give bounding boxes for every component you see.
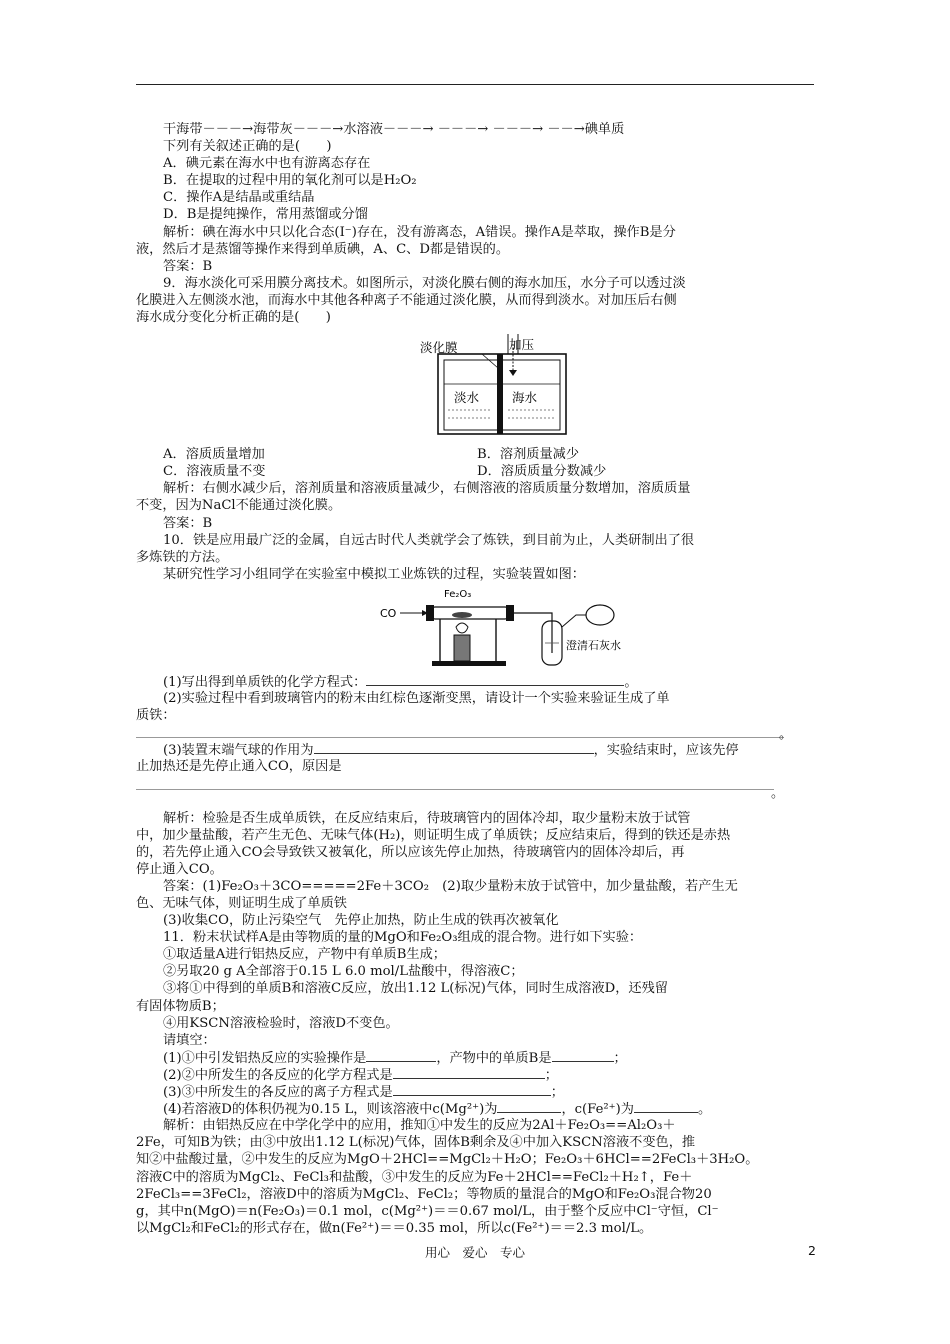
- q10-answer-cont: 色、无味气体，则证明生成了单质铁: [136, 896, 347, 911]
- q10-part1-text: (1)写出得到单质铁的化学方程式：: [163, 674, 367, 690]
- q11-fill2-text: (2)②中所发生的各反应的化学方程式是: [163, 1067, 393, 1083]
- q11-stem: 11．粉末状试样A是由等物质的量的MgO和Fe₂O₃组成的混合物。进行如下实验：: [163, 930, 643, 946]
- q11-analysis-cont6: 以MgCl₂和FeCl₂的形式存在，做n(Fe²⁺)＝＝0.35 mol，所以c(Fe²⁺)＝＝2.3 mol/L。: [136, 1220, 653, 1236]
- q10-part3-cont: 止加热还是先停止通入CO，原因是: [136, 759, 342, 775]
- q11-analysis-cont2: 知②中盐酸过量，②中发生的反应为MgO＋2HCl==MgCl₂＋H₂O；Fe₂O₃＋6HCl==2FeCl₃＋3H₂O。: [136, 1152, 759, 1168]
- q11-fill4-text: (4)若溶液D的体积仍视为0.15 L，则该溶液中c(Mg²⁺)为: [163, 1102, 498, 1118]
- q9-figure: [136, 326, 814, 446]
- q10-part3-blank2: [136, 775, 814, 802]
- q9-option-a: A．溶质质量增加: [163, 447, 265, 463]
- q9-stem-cont: 化膜进入左侧淡水池，而海水中其他各种离子不能通过淡化膜，从而得到淡水。对加压后右侧: [136, 292, 677, 308]
- q11-step1: ①取适量A进行铝热反应，产物中有单质B生成；: [163, 947, 446, 963]
- limewater-label: 澄清石灰水: [566, 638, 621, 652]
- q8-answer: 答案：B: [163, 258, 213, 274]
- q11-fill4-blank2: [634, 1100, 698, 1113]
- q11-analysis-cont3: 溶液C中的溶质为MgCl₂、FeCl₃和盐酸，③中发生的反应为Fe＋2HCl==FeCl₂＋H₂↑，Fe＋: [136, 1169, 693, 1185]
- q9-option-b: B．溶剂质量减少: [477, 447, 580, 463]
- membrane-label: 淡化膜: [420, 340, 458, 356]
- fe2o3-label: Fe₂O₃: [444, 588, 472, 600]
- q11-fill2-blank: [393, 1066, 545, 1079]
- q11-fill4-text2: ，c(Fe²⁺)为: [561, 1102, 634, 1118]
- q11-step3: ③将①中得到的单质B和溶液C反应，放出1.12 L(标况)气体，同时生成溶液D，还残留: [163, 981, 668, 997]
- iron-smelting-apparatus: [136, 583, 814, 673]
- q10-analysis-cont1: 中，加少量盐酸，若产生无色、无味气体(H₂)，则证明生成了单质铁；反应结束后，得到的铁还是赤热: [136, 827, 731, 843]
- q10-part1-blank: [366, 673, 624, 686]
- header-rule: [136, 84, 814, 85]
- q11-analysis-cont5: g，其中n(MgO)＝n(Fe₂O₃)＝0.1 mol，c(Mg²⁺)＝＝0.67 mol/L，由于整个反应中Cl⁻守恒，Cl⁻: [136, 1203, 719, 1219]
- q10-answer-part3: (3)收集CO，防止污染空气 先停止加热，防止生成的铁再次被氧化: [163, 913, 559, 929]
- q11-fill3: [136, 1083, 814, 1100]
- q10-part3-text: (3)装置末端气球的作用为: [163, 743, 314, 759]
- q11-fill4-blank1: [497, 1100, 561, 1113]
- q10-part3-blank: [314, 741, 594, 754]
- q10-part2: (2)实验过程中看到玻璃管内的粉末由红棕色逐渐变黑，请设计一个实验来验证生成了单: [163, 690, 670, 706]
- q8-stem: 下列有关叙述正确的是( ): [163, 139, 332, 155]
- page-footer-motto: 用心 爱心 专心: [424, 1245, 525, 1260]
- q10-stem-cont: 多炼铁的方法。: [136, 549, 229, 565]
- q11-analysis: 解析：由铝热反应在中学化学中的应用，推知①中发生的反应为2Al＋Fe₂O₃==Al₂O₃＋: [163, 1118, 676, 1134]
- q11-fill1-blank1: [366, 1049, 436, 1062]
- q11-fill1-text2: ，产物中的单质B是: [436, 1050, 552, 1066]
- q10-part3: [136, 741, 814, 758]
- q8-analysis-cont: 液，然后才是蒸馏等操作来得到单质碘，A、C、D都是错误的。: [136, 241, 510, 257]
- q10-analysis-cont3: 停止通入CO。: [136, 861, 223, 877]
- q11-fill4-period: 。: [697, 1102, 712, 1118]
- spacer: [136, 793, 814, 810]
- q10-part2-blank: [136, 724, 814, 741]
- q9-answer: 答案：B: [163, 515, 213, 531]
- q8-option-d: D．B是提纯操作，常用蒸馏或分馏: [163, 207, 368, 223]
- q9-options-row1: [136, 446, 814, 463]
- q11-fill1-blank2: [552, 1049, 614, 1062]
- co-label: CO: [380, 606, 397, 620]
- q9-stem-cont2: 海水成分变化分析正确的是( ): [136, 310, 331, 326]
- q10-part2-cont: 质铁：: [136, 708, 176, 724]
- q11-step3-cont: 有固体物质B；: [136, 998, 225, 1014]
- q11-fill4: [136, 1100, 814, 1117]
- q11-analysis-cont4: 2FeCl₃==3FeCl₂，溶液D中的溶质为MgCl₂、FeCl₂；等物质的量混合的MgO和Fe₂O₃混合物20: [136, 1186, 712, 1202]
- q10-stem-setup: 某研究性学习小组同学在实验室中模拟工业炼铁的过程，实验装置如图：: [163, 566, 585, 582]
- q11-fill2: [136, 1066, 814, 1083]
- q8-flow: 干海带－－－→海带灰－－－→水溶液－－－→ －－－→ －－－→ －－→碘单质: [163, 122, 625, 137]
- blank-period: 。: [778, 727, 792, 743]
- q11-fill3-blank: [393, 1083, 551, 1096]
- q11-fill1: [136, 1049, 814, 1066]
- q11-fill-prompt: 请填空：: [163, 1032, 216, 1048]
- page-content: [136, 121, 814, 1237]
- q8-analysis: 解析：碘在海水中只以化合态(I⁻)存在，没有游离态，A错误。操作A是萃取，操作B是分: [163, 224, 676, 240]
- q11-analysis-cont1: 2Fe，可知B为铁；由③中放出1.12 L(标况)气体，固体B剩余及④中加入KSCN溶液不变色，推: [136, 1135, 696, 1151]
- q10-figure: [136, 583, 814, 673]
- q10-part1-period: 。: [624, 674, 638, 690]
- q10-answer: 答案：(1)Fe₂O₃＋3CO=====2Fe＋3CO₂ (2)取少量粉末放于试管中，加少量盐酸，若产生无: [163, 878, 738, 894]
- q10-part3-tail: ，实验结束时，应该先停: [593, 743, 739, 759]
- q9-analysis-cont: 不变，因为NaCl不能通过淡化膜。: [136, 498, 342, 514]
- fresh-water-label: 淡水: [454, 390, 480, 406]
- q11-step4: ④用KSCN溶液检验时，溶液D不变色。: [163, 1015, 399, 1031]
- answer-blank-line: [136, 789, 774, 790]
- blank-period: 。: [770, 786, 784, 802]
- sea-water-label: 海水: [512, 390, 538, 406]
- q9-options-row2: [136, 463, 814, 480]
- q11-fill3-text: (3)③中所发生的各反应的离子方程式是: [163, 1085, 393, 1101]
- q10-analysis: 解析：检验是否生成单质铁，在反应结束后，待玻璃管内的固体冷却，取少量粉末放于试管: [163, 810, 691, 826]
- q9-option-c: C．溶液质量不变: [163, 464, 266, 480]
- q8-option-b: B．在提取的过程中用的氧化剂可以是H₂O₂: [163, 173, 417, 189]
- q8-option-a: A．碘元素在海水中也有游离态存在: [163, 156, 371, 172]
- q10-stem: 10．铁是应用最广泛的金属，自远古时代人类就学会了炼铁，到目前为止，人类研制出了很: [163, 532, 695, 548]
- q9-option-d: D．溶质质量分数减少: [477, 464, 607, 480]
- pressure-label: 加压: [509, 337, 535, 353]
- page-number: 2: [808, 1243, 816, 1258]
- q9-stem: 9．海水淡化可采用膜分离技术。如图所示，对淡化膜右侧的海水加压，水分子可以透过淡: [163, 275, 686, 291]
- answer-blank-line: [136, 737, 784, 738]
- q11-step2: ②另取20 g A全部溶于0.15 L 6.0 mol/L盐酸中，得溶液C；: [163, 964, 524, 980]
- q10-part1: [136, 673, 814, 690]
- q8-option-c: C．操作A是结晶或重结晶: [163, 190, 315, 206]
- q11-fill3-semi: ；: [550, 1085, 564, 1101]
- q10-analysis-cont2: 的，若先停止通入CO会导致铁又被氧化，所以应该先停止加热，待玻璃管内的固体冷却后，再: [136, 844, 685, 860]
- q11-fill1-text: (1)①中引发铝热反应的实验操作是: [163, 1050, 367, 1066]
- desalination-diagram: [136, 326, 814, 446]
- q11-fill1-semi: ；: [613, 1050, 627, 1066]
- q9-analysis: 解析：右侧水减少后，溶剂质量和溶液质量减少，右侧溶液的溶质质量分数增加，溶质质量: [163, 481, 691, 497]
- q11-fill2-semi: ；: [544, 1067, 558, 1083]
